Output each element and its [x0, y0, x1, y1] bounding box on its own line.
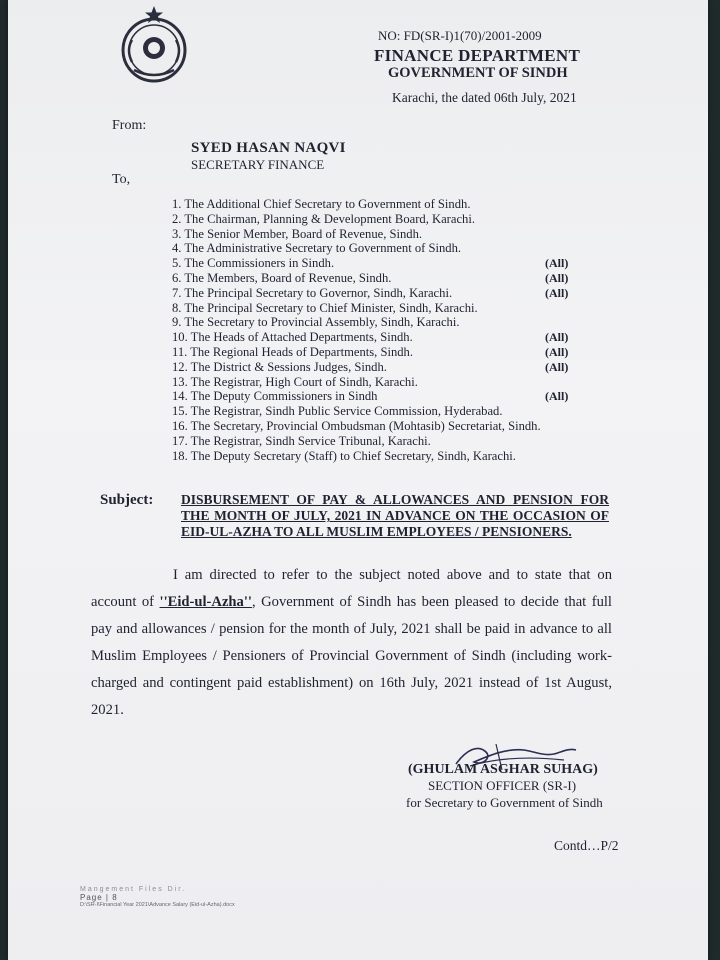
department-name: FINANCE DEPARTMENT — [374, 46, 581, 65]
government-seal-logo — [112, 4, 196, 88]
signatory-name: (GHULAM ASGHAR SUHAG) — [408, 762, 598, 777]
recipient-item — [172, 449, 602, 464]
recipient-text: 8. The Principal Secretary to Chief Minister, Sindh, Karachi. — [172, 300, 478, 315]
recipient-note: (All) — [545, 389, 569, 404]
recipient-item — [172, 212, 602, 227]
recipient-item — [172, 419, 602, 434]
recipient-text: 16. The Secretary, Provincial Ombudsman (Mohtasib) Secretariat, Sindh. — [172, 418, 541, 433]
sender-name: SYED HASAN NAQVI — [191, 140, 346, 156]
sender-title: SECRETARY FINANCE — [191, 157, 325, 172]
letter-date: Karachi, the dated 06th July, 2021 — [392, 90, 577, 105]
recipient-item — [172, 301, 602, 316]
recipient-text: 6. The Members, Board of Revenue, Sindh. — [172, 270, 392, 285]
recipient-item — [172, 271, 602, 286]
eid-highlight: ''Eid-ul-Azha'' — [159, 594, 252, 610]
recipient-item — [172, 330, 602, 345]
recipient-item — [172, 197, 602, 212]
recipient-item — [172, 375, 602, 390]
recipient-item — [172, 227, 602, 242]
reference-number: NO: FD(SR-I)1(70)/2001-2009 — [378, 28, 542, 43]
continued-marker: Contd…P/2 — [554, 838, 619, 853]
recipient-text: 13. The Registrar, High Court of Sindh, Karachi. — [172, 374, 418, 389]
recipient-item — [172, 241, 602, 256]
recipient-note: (All) — [545, 256, 569, 271]
recipient-text: 4. The Administrative Secretary to Government of Sindh. — [172, 241, 462, 256]
recipient-note: (All) — [545, 330, 569, 345]
recipient-item — [172, 315, 602, 330]
recipient-item — [172, 389, 602, 404]
recipient-text: 5. The Commissioners in Sindh. — [172, 256, 335, 271]
footer-line1: Mangement Files Dir. — [80, 886, 187, 893]
footer-file-path: D:\SR-I\Financial Year 2021\Advance Salary (Eid-ul-Azha).docx — [80, 902, 235, 908]
signatory-for: for Secretary to Government of Sindh — [406, 795, 603, 810]
recipient-text: 3. The Senior Member, Board of Revenue, Sindh. — [172, 226, 423, 241]
recipient-text: 18. The Deputy Secretary (Staff) to Chief Secretary, Sindh, Karachi. — [172, 448, 516, 463]
recipient-text: 12. The District & Sessions Judges, Sindh. — [172, 359, 387, 374]
letter-page — [8, 0, 708, 960]
recipient-item — [172, 360, 602, 375]
recipient-item — [172, 256, 602, 271]
recipient-text: 7. The Principal Secretary to Governor, Sindh, Karachi. — [172, 285, 453, 300]
recipient-list — [172, 197, 602, 463]
recipient-text: 2. The Chairman, Planning & Development Board, Karachi. — [172, 211, 475, 226]
recipient-text: 10. The Heads of Attached Departments, Sindh. — [172, 330, 413, 345]
page-footer — [80, 886, 235, 908]
recipient-text: 1. The Additional Chief Secretary to Government of Sindh. — [172, 197, 471, 211]
recipient-item — [172, 345, 602, 360]
to-label: To, — [112, 172, 131, 187]
recipient-note: (All) — [545, 270, 569, 285]
recipient-text: 15. The Registrar, Sindh Public Service Commission, Hyderabad. — [172, 404, 503, 419]
from-label: From: — [112, 118, 147, 133]
body-text-part1: I am directed to refer to the subject noted above and to state that on account of — [91, 567, 612, 610]
recipient-text: 14. The Deputy Commissioners in Sindh — [172, 389, 378, 404]
footer-page-number: Page | 8 — [80, 893, 118, 902]
signatory-title: SECTION OFFICER (SR-I) — [428, 778, 577, 793]
government-name: GOVERNMENT OF SINDH — [388, 65, 568, 81]
recipient-text: 9. The Secretary to Provincial Assembly, Sindh, Karachi. — [172, 315, 460, 330]
subject-label: Subject: — [100, 492, 154, 508]
recipient-note: (All) — [545, 344, 569, 359]
body-text-part2: , Government of Sindh has been pleased to decide that full pay and allowances / pension for the month of July, 2021 shall be paid in advance to all Muslim Employees / Pensioners of Provincial Government of Sindh (including work-charged and contingent paid establishment) on 16th July, 2021 instead of 1st August, 2021. — [91, 594, 612, 718]
recipient-note: (All) — [545, 285, 569, 300]
recipient-item — [172, 434, 602, 449]
subject-text: DISBURSEMENT OF PAY & ALLOWANCES AND PENSION FOR THE MONTH OF JULY, 2021 IN ADVANCE ON THE OCCASION OF EID-UL-AZHA TO ALL MUSLIM EMPLOYEES / PENSIONERS. — [181, 492, 609, 539]
recipient-item — [172, 286, 602, 301]
body-paragraph — [91, 562, 612, 724]
recipient-text: 17. The Registrar, Sindh Service Tribunal, Karachi. — [172, 433, 431, 448]
recipient-note: (All) — [545, 359, 569, 374]
recipient-item — [172, 404, 602, 419]
recipient-text: 11. The Regional Heads of Departments, Sindh. — [172, 344, 413, 359]
